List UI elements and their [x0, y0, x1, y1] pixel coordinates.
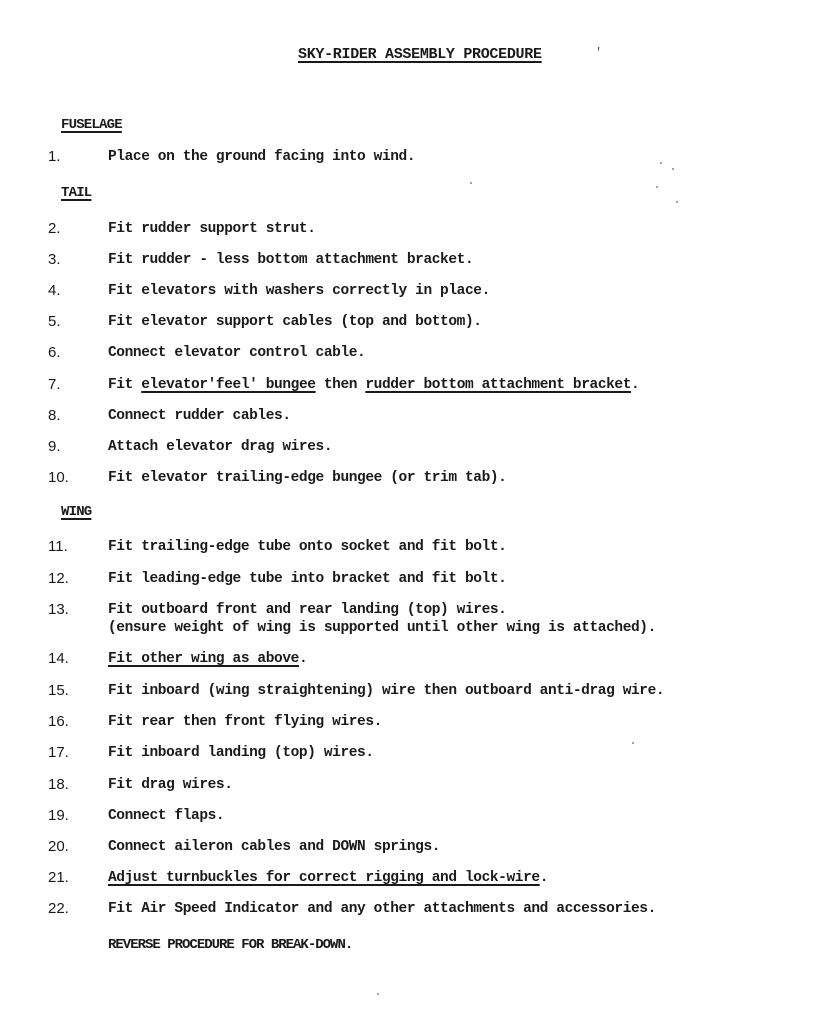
footer-note: REVERSE PROCEDURE FOR BREAK-DOWN.: [108, 937, 353, 953]
step-number: 11.: [48, 538, 68, 555]
scan-speck: [672, 168, 674, 170]
step-number: 18.: [48, 776, 69, 793]
step-number: 17.: [48, 744, 69, 761]
step-text-suffix: .: [539, 870, 548, 886]
step-text: Fit leading-edge tube into bracket and fit bolt.: [108, 571, 507, 587]
step-9: [48, 438, 332, 457]
section-heading-wing: WING: [61, 504, 92, 520]
step-text: Fit elevator support cables (top and bottom).: [108, 314, 482, 330]
step-17: [48, 744, 374, 763]
section-heading-fuselage: FUSELAGE: [61, 117, 122, 133]
step-text-suffix: .: [298, 651, 308, 667]
step-number: 15.: [48, 682, 69, 699]
step-number: 14.: [48, 650, 69, 667]
step-number: 4.: [48, 282, 61, 299]
step-text: Connect elevator control cable.: [108, 345, 366, 361]
step-text: Fit elevator trailing-edge bungee (or trim tab).: [108, 470, 507, 486]
step-number: 3.: [48, 251, 61, 268]
step-number: 5.: [48, 313, 61, 330]
step-13: [48, 601, 656, 637]
step-10: [48, 469, 506, 488]
scan-speck: [676, 201, 678, 203]
step-3: [48, 251, 473, 270]
step-text: Fit elevators with washers correctly in place.: [108, 283, 490, 299]
step-18: [48, 776, 233, 795]
step-19: [48, 807, 224, 826]
step-1: [48, 148, 415, 167]
step-text-suffix: .: [631, 377, 640, 393]
step-15: [48, 682, 664, 701]
step-number: 7.: [48, 376, 61, 393]
underlined-phrase: elevator'feel' bungee: [141, 377, 316, 393]
step-text: [108, 601, 656, 637]
step-number: 1.: [48, 148, 61, 165]
step-text: Connect rudder cables.: [108, 408, 291, 424]
title-tick-mark: ': [595, 46, 603, 60]
underlined-phrase: rudder bottom attachment bracket: [365, 377, 632, 393]
step-text-prefix: Fit: [108, 377, 142, 393]
step-text-line-2: (ensure weight of wing is supported until other wing is attached).: [108, 620, 656, 636]
step-22: [48, 900, 656, 919]
section-heading-tail: TAIL: [61, 185, 92, 201]
step-text: Fit Air Speed Indicator and any other attachments and accessories.: [108, 901, 656, 917]
underlined-phrase: Fit other wing as above: [108, 651, 299, 667]
step-number: 8.: [48, 407, 61, 424]
step-number: 13.: [48, 601, 69, 618]
step-number: 2.: [48, 220, 61, 237]
step-text: Fit drag wires.: [108, 777, 233, 793]
step-text: Attach elevator drag wires.: [108, 439, 333, 455]
step-text: Place on the ground facing into wind.: [108, 149, 416, 165]
step-4: [48, 282, 490, 301]
step-text: Fit rudder support strut.: [108, 221, 316, 237]
step-text-middle: then: [315, 377, 366, 393]
step-text-line-1: Fit outboard front and rear landing (top) wires.: [108, 602, 507, 618]
step-number: 9.: [48, 438, 61, 455]
step-2: [48, 220, 316, 239]
step-8: [48, 407, 291, 426]
step-5: [48, 313, 482, 332]
step-text: [108, 869, 548, 887]
step-text: Fit inboard (wing straightening) wire then outboard anti-drag wire.: [108, 683, 665, 699]
scan-speck: [377, 993, 379, 995]
step-number: 22.: [48, 900, 69, 917]
step-number: 21.: [48, 869, 69, 886]
step-number: 16.: [48, 713, 69, 730]
step-16: [48, 713, 382, 732]
step-21: [48, 869, 548, 888]
step-text: Connect aileron cables and DOWN springs.: [108, 839, 441, 855]
step-14: [48, 650, 307, 669]
step-text: Fit rear then front flying wires.: [108, 714, 382, 730]
step-text: Fit rudder - less bottom attachment bracket.: [108, 252, 474, 268]
step-number: 20.: [48, 838, 69, 855]
scan-speck: [660, 162, 662, 164]
step-text: Fit inboard landing (top) wires.: [108, 745, 374, 761]
document-title: SKY-RIDER ASSEMBLY PROCEDURE: [298, 46, 542, 63]
step-text: Fit trailing-edge tube onto socket and fit bolt.: [108, 539, 507, 555]
step-20: [48, 838, 440, 857]
step-number: 10.: [48, 469, 69, 486]
step-number: 6.: [48, 344, 61, 361]
step-7: [48, 376, 639, 395]
step-11: [48, 538, 506, 557]
step-text: [108, 376, 639, 394]
step-6: [48, 344, 365, 363]
step-number: 12.: [48, 570, 69, 587]
underlined-phrase: Adjust turnbuckles for correct rigging and lock-wire: [108, 870, 540, 886]
scan-speck: [470, 182, 472, 184]
scan-speck: [632, 742, 634, 744]
step-text: Connect flaps.: [108, 808, 225, 824]
step-text: [108, 650, 307, 668]
step-number: 19.: [48, 807, 69, 824]
step-12: [48, 570, 506, 589]
scan-speck: [656, 186, 658, 188]
